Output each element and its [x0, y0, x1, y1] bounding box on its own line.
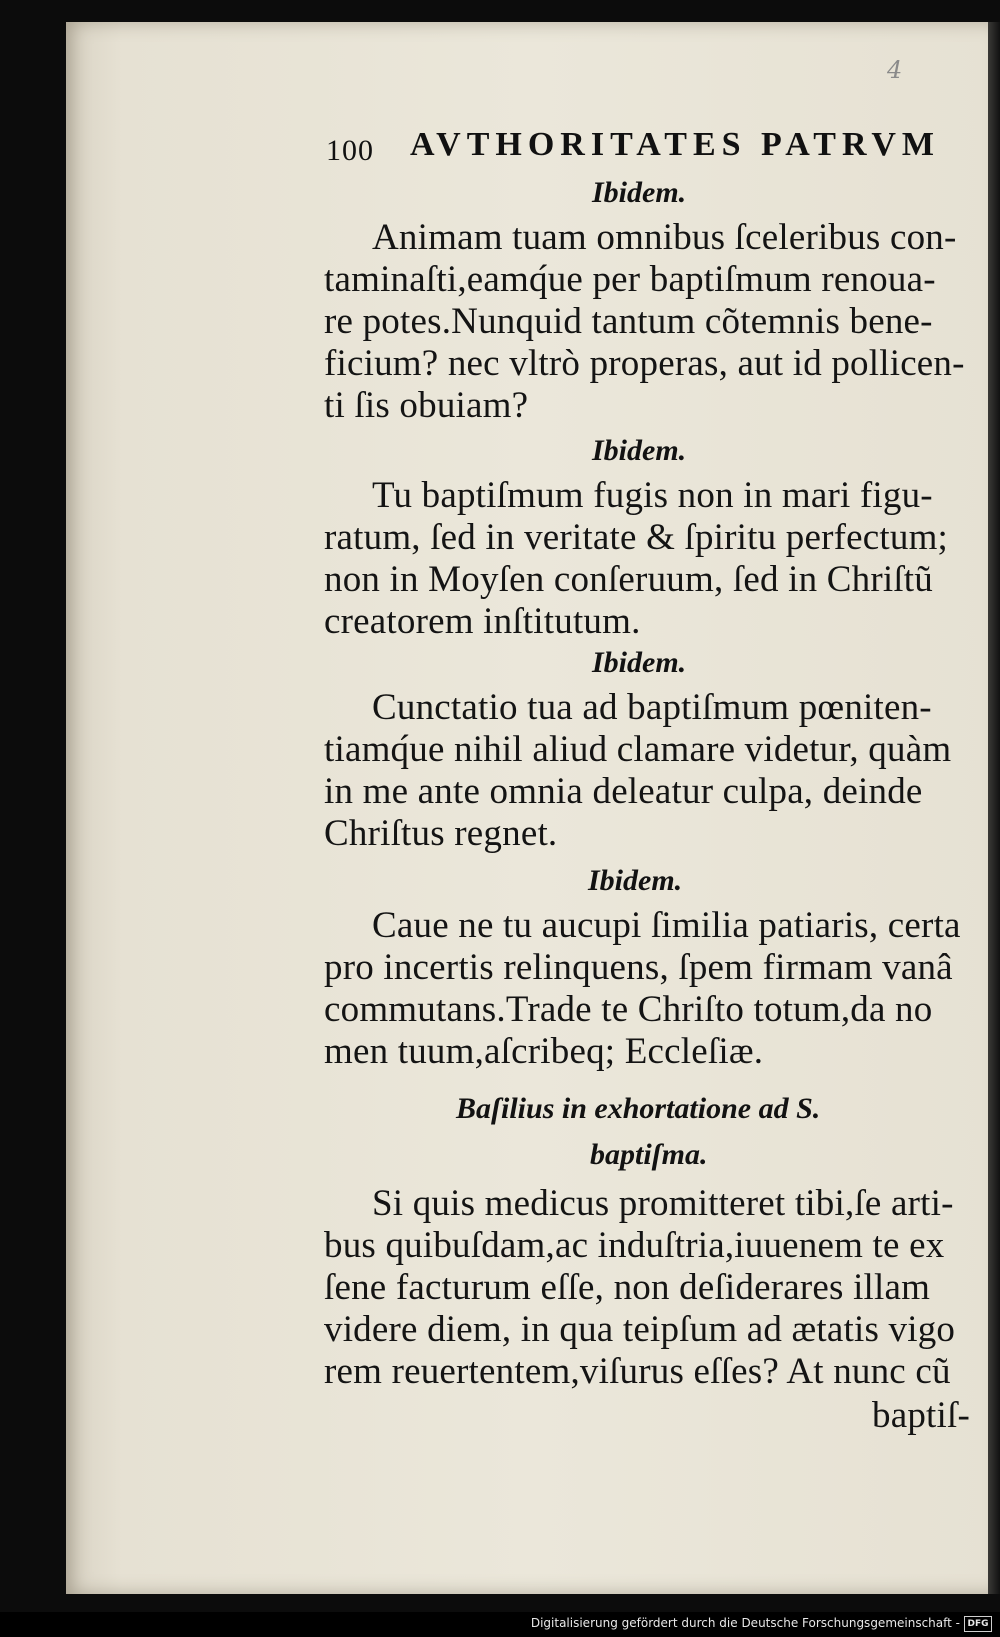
dfg-logo: DFG — [964, 1616, 992, 1632]
section-heading: Ibidem. — [592, 176, 687, 209]
section-heading: Ibidem. — [592, 646, 687, 679]
footer-credit: Digitalisierung gefördert durch die Deutsche Forschungsgemeinschaft - — [530, 1616, 960, 1630]
page-header — [326, 126, 966, 170]
text-line: Cunctatio tua ad baptiſmum pœniten- — [372, 687, 932, 728]
section-heading: Ibidem. — [592, 434, 687, 467]
page-gutter-edge — [988, 22, 1000, 1594]
page-number: 100 — [326, 134, 374, 167]
text-line: ratum, ſed in veritate & ſpiritu perfectum; — [324, 517, 949, 558]
section-heading: Ibidem. — [588, 864, 683, 897]
text-line: Tu baptiſmum fugis non in mari figu- — [372, 475, 933, 516]
text-line: ficium? nec vltrò properas, aut id pollicen- — [324, 343, 965, 384]
section-subheading: baptiſma. — [590, 1138, 708, 1171]
text-line: creatorem inſtitutum. — [324, 601, 641, 642]
text-line: non in Moyſen conſeruum, ſed in Chriſtũ — [324, 559, 933, 600]
text-line: bus quibuſdam,ac induſtria,iuuenem te ex — [324, 1225, 945, 1266]
text-line: taminaſti,eamq́ue per baptiſmum renoua- — [324, 259, 936, 300]
text-line: videre diem, in qua teipſum ad ætatis vigo — [324, 1309, 956, 1350]
text-line: rem reuertentem,viſurus eſſes? At nunc cũ — [324, 1351, 951, 1392]
catchword: baptiſ- — [872, 1395, 970, 1436]
margin-note: 4 — [887, 56, 903, 84]
text-line: ti ſis obuiam? — [324, 385, 529, 426]
text-line: ſene facturum eſſe, non deſiderares illam — [324, 1267, 931, 1308]
text-line: tiamq́ue nihil aliud clamare videtur, quàm — [324, 729, 952, 770]
text-line: Chriſtus regnet. — [324, 813, 558, 854]
text-line: re potes.Nunquid tantum cõtemnis bene- — [324, 301, 933, 342]
text-line: men tuum,aſcribeq; Eccleſiæ. — [324, 1031, 764, 1072]
text-line: Si quis medicus promitteret tibi,ſe arti- — [372, 1183, 954, 1224]
footer-bar — [0, 1612, 1000, 1637]
text-line: Caue ne tu aucupi ſimilia patiaris, certa — [372, 905, 961, 946]
section-heading: Baſilius in exhortatione ad S. — [456, 1092, 821, 1125]
text-line: commutans.Trade te Chriſto totum,da no — [324, 989, 933, 1030]
text-line: pro incertis relinquens, ſpem firmam vanâ — [324, 947, 953, 988]
running-head: AVTHORITATES PATRVM — [410, 126, 940, 163]
text-line: in me ante omnia deleatur culpa, deinde — [324, 771, 923, 812]
text-line: Animam tuam omnibus ſceleribus con- — [372, 217, 957, 258]
